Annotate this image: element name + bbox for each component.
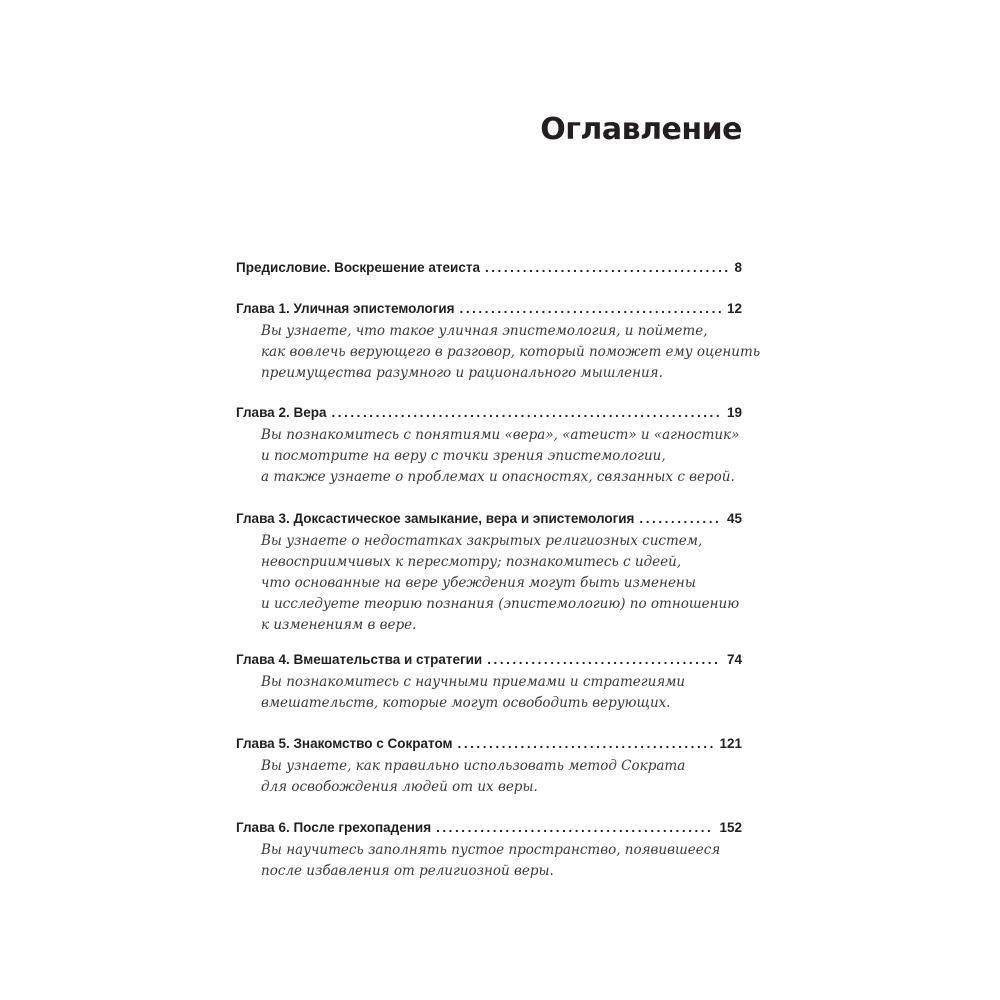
entry-title: Глава 1. Уличная эпистемология [236, 301, 455, 316]
toc-entry-heading[interactable] [236, 735, 742, 753]
page-number: 45 [726, 511, 742, 526]
entry-title: Глава 2. Вера [236, 405, 327, 420]
toc-entry[interactable] [236, 651, 742, 714]
entry-description [261, 756, 742, 798]
page-number: 19 [726, 405, 742, 420]
toc-entry-heading[interactable] [236, 404, 742, 422]
entry-title: Глава 4. Вмешательства и стратегии [236, 652, 483, 667]
toc-entry-heading[interactable] [236, 651, 742, 669]
description-line: Вы узнаете о недостатках закрытых религиозных систем, [261, 533, 703, 549]
leader-dots [436, 819, 713, 837]
leader-dots [639, 510, 721, 528]
description-line: Вы узнаете, что такое уличная эпистемология, и поймете, [261, 323, 708, 339]
leader-dots [487, 651, 721, 669]
description-line: вмешательств, которые могут освободить верующих. [261, 695, 671, 711]
toc-entry-heading[interactable] [236, 819, 742, 837]
description-line: и исследуете теорию познания (эпистемологию) по отношению [261, 596, 740, 612]
description-line: Вы научитесь заполнять пустое пространство, появившееся [261, 842, 721, 858]
description-line: Вы узнаете, как правильно использовать метод Сократа [261, 758, 686, 774]
description-line: как вовлечь верующего в разговор, который поможет ему оценить [261, 344, 761, 360]
leader-dots [485, 259, 729, 277]
toc-entry[interactable] [236, 300, 761, 384]
toc-entry[interactable] [236, 259, 742, 277]
description-line: Вы познакомитесь с понятиями «вера», «атеист» и «агностик» [261, 427, 740, 443]
description-line: и посмотрите на веру с точки зрения эпистемологии, [261, 448, 666, 464]
description-line: а также узнаете о проблемах и опасностях, связанных с верой. [261, 469, 735, 485]
leader-dots [331, 404, 721, 422]
entry-title: Глава 5. Знакомство с Сократом [236, 736, 453, 751]
page-number: 152 [719, 820, 742, 835]
page-number: 8 [734, 260, 742, 275]
description-line: невосприимчивых к пересмотру; познакомитесь с идеей, [261, 554, 682, 570]
page-title: Оглавление [540, 112, 742, 147]
description-line: Вы познакомитесь с научными приемами и стратегиями [261, 674, 686, 690]
entry-description [261, 321, 761, 384]
toc-entry-heading[interactable] [236, 259, 742, 277]
toc-entry[interactable] [236, 819, 742, 882]
entry-description [261, 672, 742, 714]
description-line: после избавления от религиозной веры. [261, 863, 554, 879]
entry-description [261, 531, 742, 636]
leader-dots [460, 300, 721, 318]
toc-entry-heading[interactable] [236, 300, 742, 318]
description-line: для освобождения людей от их веры. [261, 779, 538, 795]
page-number: 121 [719, 736, 742, 751]
entry-title: Глава 6. После грехопадения [236, 820, 432, 835]
toc-entry[interactable] [236, 510, 742, 636]
entry-title: Предисловие. Воскрешение атеиста [236, 260, 480, 275]
toc-entry[interactable] [236, 735, 742, 798]
description-line: к изменениям в вере. [261, 617, 417, 633]
entry-description [261, 425, 742, 488]
leader-dots [458, 735, 714, 753]
page-number: 12 [726, 301, 742, 316]
description-line: преимущества разумного и рационального мышления. [261, 365, 663, 381]
toc-entry[interactable] [236, 404, 742, 488]
description-line: что основанные на вере убеждения могут быть изменены [261, 575, 696, 591]
entry-title: Глава 3. Доксастическое замыкание, вера и эпистемология [236, 511, 635, 526]
page-number: 74 [726, 652, 742, 667]
toc-entry-heading[interactable] [236, 510, 742, 528]
entry-description [261, 840, 742, 882]
